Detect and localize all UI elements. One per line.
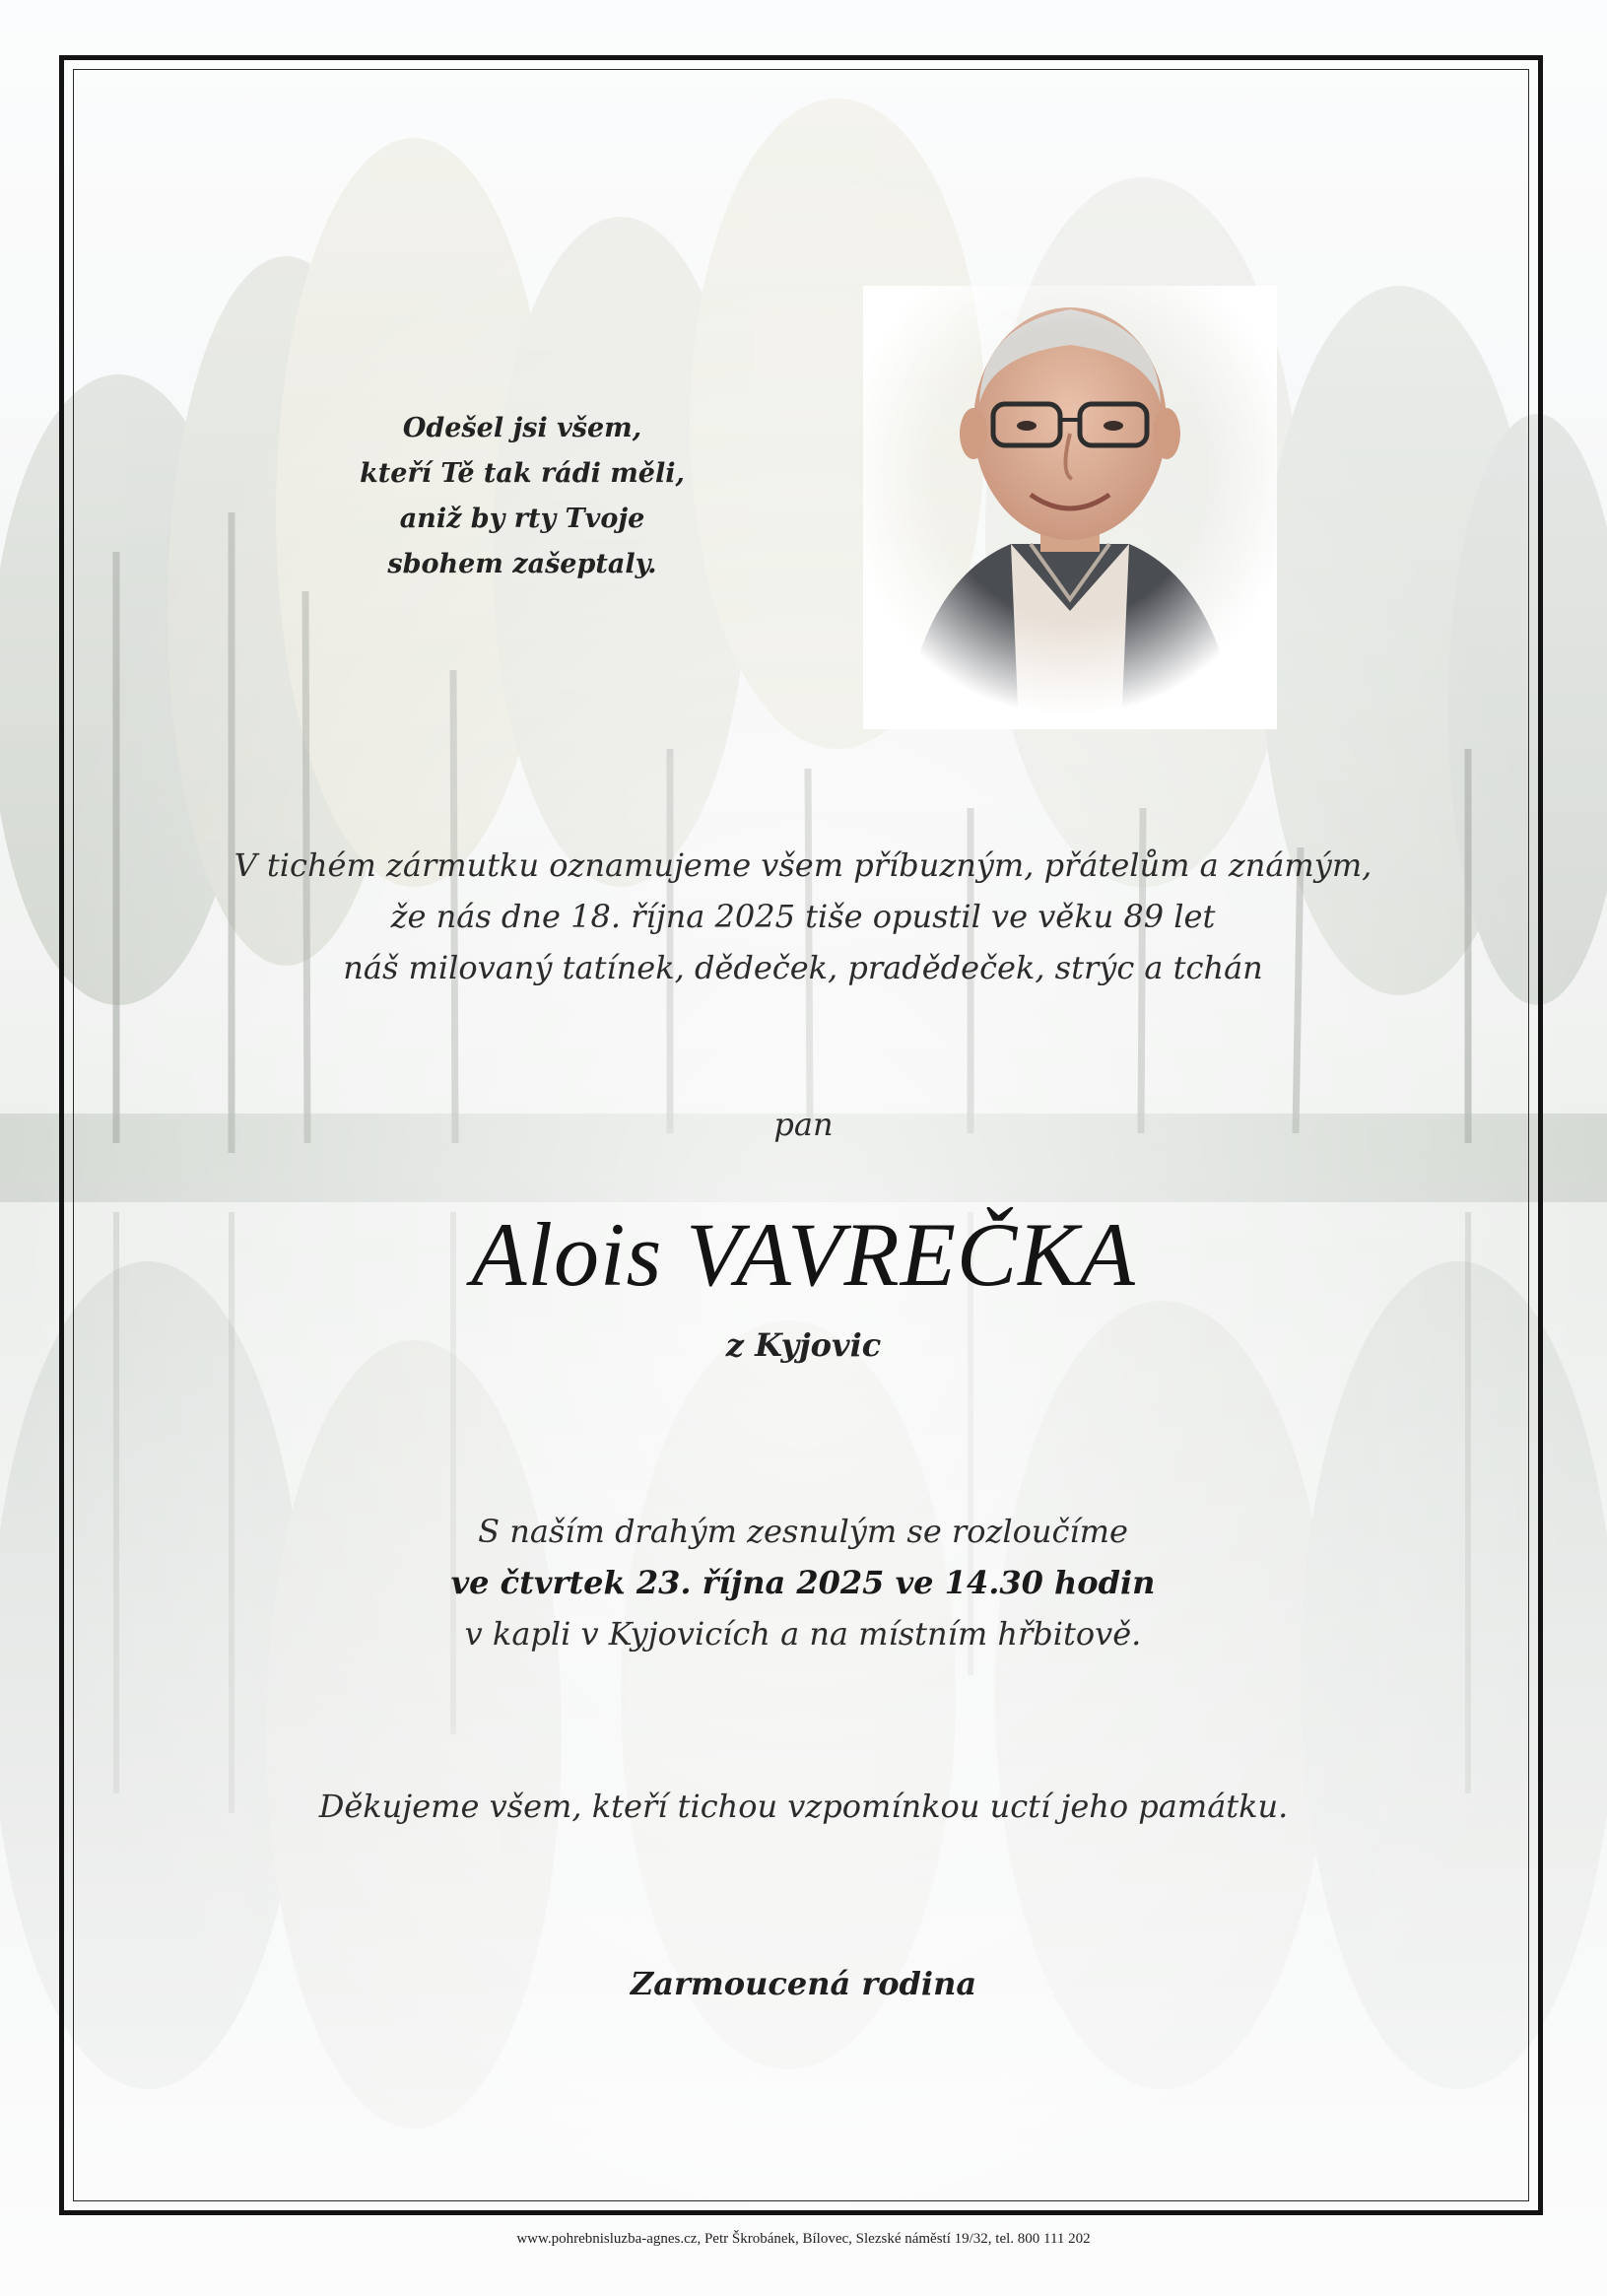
funeral-details <box>148 1506 1458 1659</box>
announcement-text <box>148 840 1458 993</box>
deceased-origin: z Kyjovic <box>725 1326 882 1364</box>
family-signature: Zarmoucená rodina <box>630 1965 977 2002</box>
footer-contact: www.pohrebnisluzba-agnes.cz, Petr Škrobánek, Bílovec, Slezské náměstí 19/32, tel. 800 111 202 <box>516 2231 1091 2247</box>
funeral-place: v kapli v Kyjovicích a na místním hřbitově. <box>464 1615 1142 1653</box>
thanks-text: Děkujeme všem, kteří tichou vzpomínkou uctí jeho památku. <box>318 1788 1289 1825</box>
verse-line: aniž by rty Tvoje <box>399 504 645 534</box>
announcement-line: že nás dne 18. října 2025 tiše opustil ve věku 89 let <box>390 898 1216 935</box>
name-prefix: pan <box>773 1106 834 1143</box>
funeral-date: ve čtvrtek 23. října 2025 ve 14.30 hodin <box>450 1564 1156 1601</box>
deceased-name: Alois VAVREČKA <box>471 1204 1136 1305</box>
verse-line: Odešel jsi všem, <box>402 413 642 443</box>
memorial-verse <box>325 406 719 587</box>
announcement-line: V tichém zármutku oznamujeme všem příbuzným, přátelům a známým, <box>234 846 1373 884</box>
announcement-line: náš milovaný tatínek, dědeček, pradědeček, strýc a tchán <box>343 949 1263 986</box>
portrait-photo <box>863 286 1277 729</box>
funeral-line: S naším drahým zesnulým se rozloučíme <box>478 1513 1128 1550</box>
verse-line: kteří Tě tak rádi měli, <box>360 458 685 489</box>
verse-line: sbohem zašeptaly. <box>387 549 657 579</box>
